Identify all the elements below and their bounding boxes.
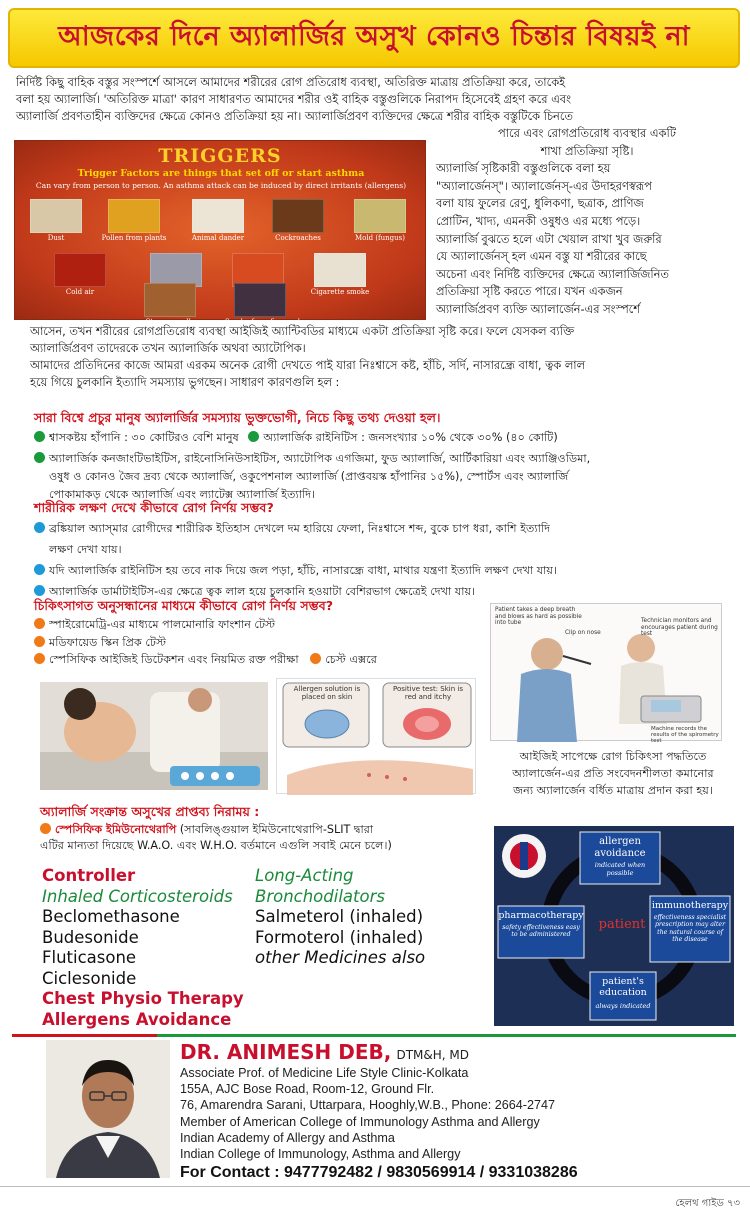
trigger-image [192,199,244,233]
test-text: মডিফায়েড স্কিন প্রিক টেস্ট [49,635,167,649]
bullet-dot [34,618,45,629]
symptom-text: অ্যালার্জিক ডার্মাটাইটিস-এর ক্ষেত্রে ত্বক লাল হয়ে চুলকানি হওয়াটা বেশিরভাগ ক্ষেত্রেই দেখা যায়। [49,585,476,598]
diagram-left-title: pharmacotherapy [498,910,584,921]
remedy-text [40,822,490,854]
medicine-line: Long-Acting [255,866,354,885]
trigger-label: Cigarette smoke [310,288,370,296]
trigger-label: Smoke from firecrackers [225,318,314,326]
trigger-label: Strong smells [145,318,195,326]
caption-line: আইজিই সাপেক্ষে রোগ চিকিৎসা পদ্ধতিতে [519,750,707,763]
medicine-line: Salmeterol (inhaled) [255,907,424,926]
test-text: স্পেসিফিক আইজিই ডিটেকশন এবং নিয়মিত রক্ত পরীক্ষা [49,653,299,666]
trigger-label: Animal dander [191,234,245,242]
spiro-label-patient: Patient takes a deep breath and blows as hard as possible into tube [495,607,582,627]
skin-label-left: Allergen solution is placed on skin [293,685,361,701]
medicine-line: Inhaled Corticosteroids [42,886,233,906]
remedy-line: এটির মান্যতা দিয়েছে W.A.O. এবং W.H.O. বর্তমানে এগুলি সবাই মেনে চলে।) [40,839,392,852]
symptoms-list [34,520,738,601]
medicines-column-1 [42,866,252,1030]
trigger-image [234,283,286,317]
test-item [34,616,484,634]
trigger-label: Dust [47,234,65,242]
remedy-heading: অ্যালার্জি সংক্রান্ত অসুখের প্রাপ্তব্য নিরাময় : [40,804,260,819]
facts-list [34,430,738,503]
intro-line: অ্যালার্জি প্রবণতাহীন ব্যক্তিদের ক্ষেত্রে কোনও প্রতিক্রিয়া হয় না। অ্যালার্জিপ্রবণ ব্যক্তিদের ক্ষেত্রে শরীর বাহিক বস্তুটিকে চিনতে [16,109,573,123]
fact-others-line: ওষুধ ও কোনও জৈব দ্রব্য থেকে অ্যালার্জি, ওকুপেশনাল অ্যালার্জি (প্রাপ্তবয়স্ক হাঁপানির ১৫%), স্পোর্টস এবং অ্যালার্জি [49,470,569,483]
test-item [34,634,484,652]
trigger-label: Cold air [65,288,95,296]
medicine-line: Bronchodilators [255,886,385,906]
trigger-image [144,283,196,317]
trigger-item [99,199,169,242]
bullet-dot [34,564,45,575]
side-line: অ্যালার্জি বুঝতে হলে এটা খেয়াল রাখা খুব জরুরি [436,231,662,246]
doctor-portrait [46,1040,170,1178]
triggers-subtitle: Trigger Factors are things that set off or start asthma [77,168,365,179]
spiro-label-machine: Machine records the results of the spirometry test [651,726,719,745]
diagram-bottom-sub: always indicated [595,1002,651,1010]
trigger-item [263,199,333,242]
triggers-infographic [14,140,426,326]
diagram-right-title: immunotherapy [651,900,729,911]
side-line: অচেনা এবং নির্দিষ্ট ব্যক্তিদের ক্ষেত্রে অ্যালার্জিজনিত [436,266,669,281]
remedy-immunotherapy: স্পেসিফিক ইমিউনোথেরাপি [55,823,177,836]
skin-label-right: Positive test: Skin is red and itchy [393,685,463,701]
spiro-label-clip: Clip on nose [565,630,601,636]
continued-paragraph [30,323,738,391]
doctor-contact-numbers: For Contact : 9477792482 / 9830569914 / 9331038286 [180,1164,578,1182]
bullet-dot [34,431,45,442]
symptom-text: যদি অ্যালার্জিক রাইনিটিস হয় তবে নাক দিয়ে জল পড়া, হাঁচি, নাসারন্ধ্রে বাধা, মাথার যন্ত্রণা ইত্যাদি লক্ষণ দেখা যায়। [49,564,558,577]
bullet-dot [248,431,259,442]
doctor-detail: Indian College of Immunology, Asthma and Allergy [180,1147,461,1162]
fact-asthma: শ্বাসকষ্টয় হাঁপানি : ৩০ কোটিরও বেশি মানুষ [49,431,239,444]
test-item [34,651,484,669]
tests-heading: চিকিৎসাগত অনুসন্ধানের মাধ্যমে কীভাবে রোগ নির্ণয় সম্ভব? [34,598,334,613]
medicine-line: Chest Physio Therapy [42,989,244,1008]
triggers-subtitle-2: Can vary from person to person. An asthma attack can be induced by direct irritants (allergens) [35,181,407,190]
doctor-photo [46,1040,170,1178]
side-line: অ্যালার্জিপ্রবণ ব্যক্তি অ্যালার্জেন-এর সংস্পর্শে [436,301,640,316]
trigger-image [232,253,284,287]
bullet-dot [310,653,321,664]
divider-rule [12,1034,736,1037]
symptom-item [34,562,738,580]
side-paragraph [436,125,738,319]
trigger-image [150,253,202,287]
symptom-text: ব্রঙ্কিয়াল অ্যাস্‌মার রোগীদের শারীরিক ইতিহাস দেখলে দম হারিয়ে ফেলা, নিঃশ্বাসে শব্দ, বুকে চাপ ধরা, কাশি ইত্যাদি [49,522,550,535]
triggers-title: TRIGGERS [158,145,282,167]
caption-line: জন্য অ্যালার্জেন বর্ধিত মাত্রায় প্রদান করা হয়। [513,784,713,797]
intro-paragraph [16,74,738,125]
doctor-detail: Member of American College of Immunology Asthma and Allergy [180,1114,540,1129]
diagram-top-sub: indicated when possible [594,861,646,877]
intro-line: বলা হয় অ্যালার্জি। 'অতিরিক্ত মাত্রা' কারণ সাধারণত আমাদের শরীর ওই বাহিক বস্তুগুলিকে নিরাপদ হিসেবেই গ্রহণ করে এবং [16,92,572,106]
cont-line: অ্যালার্জিপ্রবণ তাদেরকে তখন অ্যালার্জিক অথবা অ্যাটোপিক। [30,341,306,355]
test-text: চেস্ট এক্সরে [325,653,377,666]
trigger-item [345,199,415,242]
fact-rhinitis: অ্যালার্জিক রাইনিটিস : জনসংখ্যার ১০% থেকে ৩০% (৪০ কোটি) [263,431,558,444]
title-banner [8,8,740,68]
doctor-name-line [180,1040,740,1064]
spiro-label-technician: Technician monitors and encourages patient during test [641,618,718,638]
trigger-item [135,283,205,326]
test-text: স্পাইরোমেট্রি-এর মাধ্যমে পালমোনারি ফাংশান টেস্ট [49,618,276,631]
doctor-name: DR. ANIMESH DEB, [180,1040,392,1064]
trigger-image [30,199,82,233]
doctor-detail-lines [180,1065,740,1162]
trigger-item [21,199,91,242]
doctor-detail: Associate Prof. of Medicine Life Style Clinic-Kolkata [180,1066,469,1080]
diagram-right-sub: effectiveness specialist prescription may alter the natural course of the disease [653,914,727,944]
facts-heading: সারা বিশ্বে প্রচুর মানুষ অ্যালার্জির সমস্যায় ভুক্তভোগী, নিচে কিছু তথ্য দেওয়া হল। [34,410,441,425]
remedy-slit: (সাবলিঙ্গুয়াল ইমিউনোথেরাপি-SLIT দ্বারা [176,823,374,836]
side-line: পারে এবং রোগপ্রতিরোধ ব্যবস্থার একটি [498,126,676,140]
side-line: যে অ্যালার্জেনস্ হল এমন বস্তু যা শরীরের কাছে [436,249,647,264]
trigger-label: Cockroaches [275,234,321,242]
trigger-item [225,283,314,326]
medicine-line: Allergens Avoidance [42,1009,232,1029]
medicine-line: Beclomethasone [42,907,180,926]
page-title: আজকের দিনে অ্যালার্জির অসুখ কোনও চিন্তার বিষয়ই না [58,20,690,52]
cont-line: হয়ে গিয়ে চুলকানি ইত্যাদি সমস্যায় ভুগছেন। সাধারণ কারণগুলি হল : [30,375,340,389]
trigger-image [354,199,406,233]
medicine-line: Budesonide [42,927,139,947]
side-line: প্রোটিন, খাদ্য, এমনকী ওষুধও এর মধ্যে পড়ে। [436,213,641,228]
spiro-caption [486,748,740,799]
skin-prick-illustration [276,678,476,794]
page-footer: হেলথ গাইড ৭৩ [675,1198,740,1209]
fact-line [34,430,738,446]
intro-line: নির্দিষ্ট কিছু বাহিক বস্তুর সংস্পর্শে আসলে আমাদের শরীরের রোগ প্রতিরোধ ব্যবস্থা, অতিরিক্ত মাত্রায় প্রতিক্রিয়া করে, তাকেই [16,75,566,89]
medicine-line: Fluticasone [42,948,137,967]
spirometry-illustration [490,603,722,745]
side-line: "অ্যালার্জেনস্"। অ্যালার্জেনস্-এর উদাহরণস্বরূপ [436,178,652,193]
diagram-left-sub: safety effectiveness easy to be administered [502,924,580,939]
symptoms-heading: শারীরিক লক্ষণ দেখে কীভাবে রোগ নির্ণয় সম্ভব? [34,500,274,515]
bullet-dot [34,452,45,463]
symptom-text: লক্ষণ দেখা যায়। [49,543,122,556]
trigger-image [108,199,160,233]
medicine-line: Formoterol (inhaled) [255,927,424,947]
bullet-dot [34,636,45,647]
trigger-item [183,199,253,242]
caption-line: অ্যালার্জেন-এর প্রতি সংবেদনশীলতা কমানোর [512,767,714,780]
doctor-contact-block [180,1040,740,1182]
doctor-detail: 76, Amarendra Sarani, Uttarpara, Hooghly,W.B., Phone: 2664-2747 [180,1098,556,1113]
footer-rule [0,1186,750,1187]
fact-others-line: পোকামাকড় থেকে অ্যালার্জি এবং ল্যাটেক্স অ্যালার্জি ইত্যাদি। [49,488,316,501]
side-line: প্রতিক্রিয়া সৃষ্টি করতে পারে। যখন একজন [436,284,623,299]
medicine-line: Controller [42,866,136,885]
trigger-label: Pollen from plants [101,234,167,242]
symptom-item [34,520,738,538]
bullet-dot [40,823,51,834]
child-exam-photo [40,682,268,790]
trigger-image [272,199,324,233]
doctor-detail: Indian Academy of Allergy and Asthma [180,1130,395,1145]
treatment-diagram [494,826,734,1026]
doctor-degrees: DTM&H, MD [396,1048,469,1062]
cont-line: আমাদের প্রতিদিনের কাজে আমরা এরকম অনেক রোগী দেখতে পাই যারা নিঃশ্বাসে কষ্ট, হাঁচি, সর্দি, নাসারন্ধ্রে বাধা, ত্বক লাল [30,358,586,372]
side-line: শাখা প্রতিক্রিয়া সৃষ্টি। [540,143,634,158]
trigger-item [45,253,115,296]
medicines-column-2 [255,866,475,969]
child-exam-illustration [40,682,268,790]
side-line: অ্যালার্জি সৃষ্টিকারী বস্তুগুলিকে বলা হয় [436,161,611,176]
trigger-label: Mold (fungus) [355,234,405,242]
fact-line [34,451,738,467]
bullet-dot [34,585,45,596]
trigger-item [305,253,375,296]
side-line: বলা যায় ফুলের রেণু, ধুলিকণা, ছত্রাক, প্রাণিজ [436,196,644,211]
bullet-dot [34,522,45,533]
cont-line: আসেন, তখন শরীরের রোগপ্রতিরোধ ব্যবস্থা আইজিই অ্যান্টিবডির মাধ্যমে একটা প্রতিক্রিয়া সৃষ্টি করে। ফলে যেসকল ব্যক্তি [30,324,575,338]
trigger-image [54,253,106,287]
diagram-top-title: allergen avoidance [594,836,646,859]
remedy-line [40,822,490,838]
diagram-center-patient: patient [598,917,646,932]
bullet-dot [34,653,45,664]
trigger-image [314,253,366,287]
medicine-line: other Medicines also [255,948,426,967]
tests-list [34,616,484,669]
medicine-line: Ciclesonide [42,968,137,988]
fact-others-line: অ্যালার্জিক কনজাংটিভাইটিস, রাইনোসিনিউসাইটিস, অ্যাটোপিক এগজিমা, ফুড অ্যালার্জি, আর্টিকারিয়া এবং অ্যাঞ্জিওডিমা, [49,452,591,465]
diagram-bottom-title: patient's education [599,976,647,998]
doctor-detail: 155A, AJC Bose Road, Room-12, Ground Flr. [180,1082,435,1097]
